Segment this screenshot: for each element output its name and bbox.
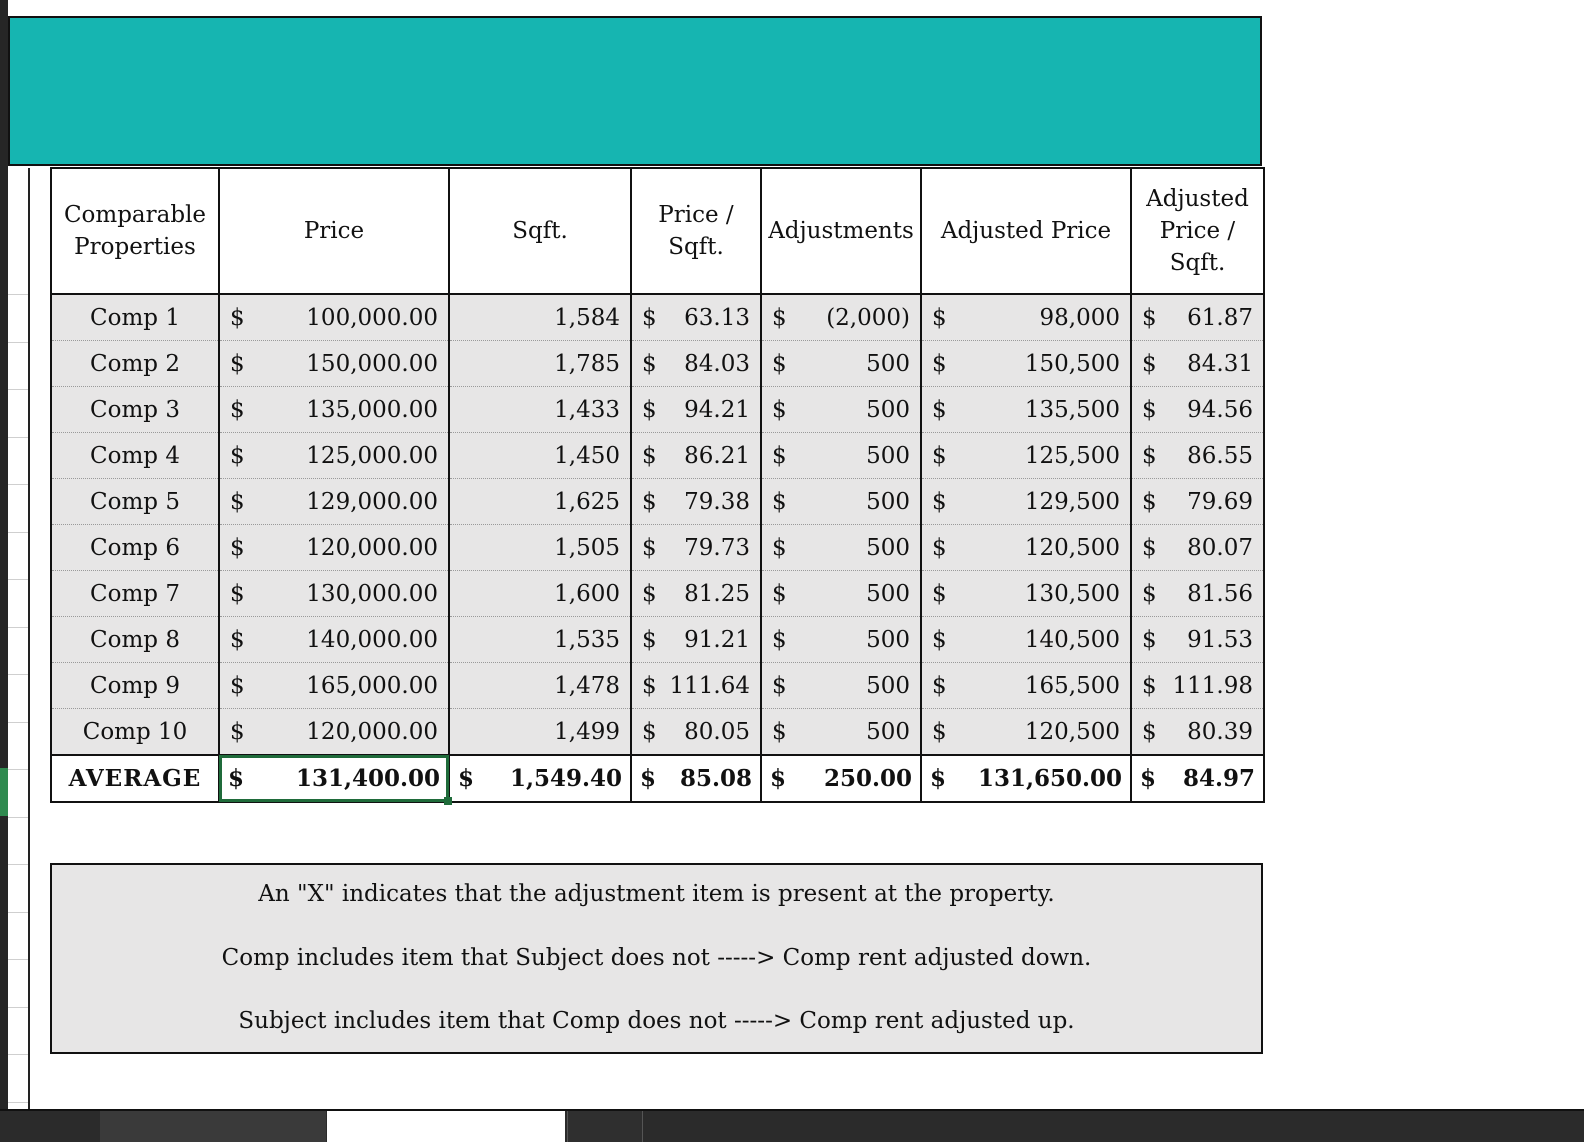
cell-value: 79.38 bbox=[684, 488, 750, 515]
currency-symbol: $ bbox=[772, 718, 787, 745]
price-cell[interactable] bbox=[219, 571, 449, 617]
cell-value: 130,000.00 bbox=[306, 580, 438, 607]
currency-symbol: $ bbox=[932, 672, 947, 699]
cell-value: 1,499 bbox=[554, 718, 620, 745]
price-per-sqft-cell[interactable] bbox=[631, 479, 761, 525]
adjustment-cell[interactable] bbox=[761, 294, 921, 341]
table-row bbox=[51, 479, 1264, 525]
average-adjusted-price-per-sqft-cell[interactable] bbox=[1131, 755, 1264, 802]
sheet-tab-bar bbox=[0, 1109, 1584, 1142]
header-banner bbox=[8, 16, 1262, 166]
cell-value: 86.55 bbox=[1187, 442, 1253, 469]
comp-name-cell[interactable]: Comp 9 bbox=[51, 663, 219, 709]
row-divider bbox=[8, 722, 28, 723]
currency-symbol: $ bbox=[772, 626, 787, 653]
cell-value: 129,000.00 bbox=[306, 488, 438, 515]
cell-value: 81.25 bbox=[684, 580, 750, 607]
sqft-cell[interactable] bbox=[449, 571, 631, 617]
price-cell[interactable] bbox=[219, 294, 449, 341]
row-divider bbox=[8, 959, 28, 960]
cell-value: 140,000.00 bbox=[306, 626, 438, 653]
row-divider bbox=[8, 389, 28, 390]
adjusted-price-cell[interactable] bbox=[921, 571, 1131, 617]
cell-value: 80.39 bbox=[1187, 718, 1253, 745]
average-row bbox=[51, 755, 1264, 802]
table-row bbox=[51, 709, 1264, 756]
adjusted-price-cell[interactable] bbox=[921, 709, 1131, 756]
cell-value: 500 bbox=[866, 672, 910, 699]
currency-symbol: $ bbox=[642, 718, 657, 745]
notes-box[interactable] bbox=[50, 863, 1263, 1054]
table-row bbox=[51, 433, 1264, 479]
comp-name-cell[interactable]: Comp 7 bbox=[51, 571, 219, 617]
adjustment-cell[interactable] bbox=[761, 617, 921, 663]
currency-symbol: $ bbox=[640, 765, 657, 792]
table-row bbox=[51, 571, 1264, 617]
comparables-table bbox=[50, 167, 1265, 803]
currency-symbol: $ bbox=[772, 534, 787, 561]
average-label-cell[interactable]: AVERAGE bbox=[51, 755, 219, 802]
price-per-sqft-cell[interactable] bbox=[631, 387, 761, 433]
cell-value: 79.73 bbox=[684, 534, 750, 561]
header-price-per-sqft[interactable]: Price / Sqft. bbox=[631, 168, 761, 294]
currency-symbol: $ bbox=[230, 488, 245, 515]
sqft-cell[interactable] bbox=[449, 617, 631, 663]
comp-name-cell[interactable]: Comp 4 bbox=[51, 433, 219, 479]
price-cell[interactable] bbox=[219, 433, 449, 479]
currency-symbol: $ bbox=[642, 442, 657, 469]
adjustment-cell[interactable] bbox=[761, 341, 921, 387]
currency-symbol: $ bbox=[1142, 304, 1157, 331]
average-sqft-cell[interactable] bbox=[449, 755, 631, 802]
price-per-sqft-cell[interactable] bbox=[631, 571, 761, 617]
sheet-tab-active[interactable] bbox=[327, 1111, 565, 1142]
top-margin bbox=[0, 0, 1584, 16]
cell-value: 125,000.00 bbox=[306, 442, 438, 469]
cell-value: 125,500 bbox=[1024, 442, 1120, 469]
cell-value: 130,500 bbox=[1024, 580, 1120, 607]
header-price[interactable]: Price bbox=[219, 168, 449, 294]
price-cell[interactable] bbox=[219, 479, 449, 525]
currency-symbol: $ bbox=[1142, 718, 1157, 745]
cell-value: 63.13 bbox=[684, 304, 750, 331]
cell-value: 91.53 bbox=[1187, 626, 1253, 653]
cell-value: 500 bbox=[866, 488, 910, 515]
sqft-cell[interactable] bbox=[449, 294, 631, 341]
window-left-edge bbox=[0, 0, 8, 1112]
cell-value: 1,505 bbox=[554, 534, 620, 561]
cell-value: 94.56 bbox=[1187, 396, 1253, 423]
adjustment-cell[interactable] bbox=[761, 571, 921, 617]
cell-value: 1,549.40 bbox=[509, 765, 622, 792]
adjusted-price-per-sqft-cell[interactable] bbox=[1131, 341, 1264, 387]
adjusted-price-per-sqft-cell[interactable] bbox=[1131, 387, 1264, 433]
row-divider bbox=[8, 769, 28, 770]
header-comparable-properties[interactable]: Comparable Properties bbox=[51, 168, 219, 294]
currency-symbol: $ bbox=[772, 396, 787, 423]
currency-symbol: $ bbox=[932, 350, 947, 377]
cell-value: 1,785 bbox=[554, 350, 620, 377]
sqft-cell[interactable] bbox=[449, 341, 631, 387]
row-divider bbox=[8, 437, 28, 438]
cell-value: 111.64 bbox=[669, 672, 750, 699]
sqft-cell[interactable] bbox=[449, 433, 631, 479]
adjustment-cell[interactable] bbox=[761, 479, 921, 525]
currency-symbol: $ bbox=[772, 580, 787, 607]
cell-value: 81.56 bbox=[1187, 580, 1253, 607]
cell-value: 500 bbox=[866, 626, 910, 653]
adjusted-price-cell[interactable] bbox=[921, 294, 1131, 341]
sqft-cell[interactable] bbox=[449, 709, 631, 756]
price-per-sqft-cell[interactable] bbox=[631, 709, 761, 756]
price-per-sqft-cell[interactable] bbox=[631, 617, 761, 663]
row-divider bbox=[8, 1054, 28, 1055]
fill-handle[interactable] bbox=[444, 797, 452, 805]
cell-value: 1,535 bbox=[554, 626, 620, 653]
adjusted-price-cell[interactable] bbox=[921, 341, 1131, 387]
currency-symbol: $ bbox=[642, 350, 657, 377]
currency-symbol: $ bbox=[772, 442, 787, 469]
currency-symbol: $ bbox=[1142, 442, 1157, 469]
cell-value: 84.97 bbox=[1182, 765, 1255, 792]
comp-name-cell[interactable]: Comp 6 bbox=[51, 525, 219, 571]
row-divider bbox=[8, 1102, 28, 1103]
currency-symbol: $ bbox=[772, 350, 787, 377]
cell-value: 120,500 bbox=[1024, 718, 1120, 745]
cell-value: 84.31 bbox=[1187, 350, 1253, 377]
currency-symbol: $ bbox=[932, 396, 947, 423]
cell-value: 500 bbox=[866, 718, 910, 745]
header-adjusted-price-per-sqft[interactable]: Adjusted Price / Sqft. bbox=[1131, 168, 1264, 294]
cell-value: 120,500 bbox=[1024, 534, 1120, 561]
row-divider bbox=[8, 294, 28, 295]
header-adjusted-price[interactable]: Adjusted Price bbox=[921, 168, 1131, 294]
adjusted-price-per-sqft-cell[interactable] bbox=[1131, 571, 1264, 617]
table-header-row bbox=[51, 168, 1264, 294]
cell-value: (2,000) bbox=[826, 304, 910, 331]
currency-symbol: $ bbox=[932, 626, 947, 653]
currency-symbol: $ bbox=[1142, 488, 1157, 515]
table-row bbox=[51, 617, 1264, 663]
table-row bbox=[51, 525, 1264, 571]
average-price-per-sqft-cell[interactable] bbox=[631, 755, 761, 802]
cell-value: 135,000.00 bbox=[306, 396, 438, 423]
sqft-cell[interactable] bbox=[449, 387, 631, 433]
currency-symbol: $ bbox=[230, 718, 245, 745]
price-cell[interactable] bbox=[219, 617, 449, 663]
row-divider bbox=[8, 627, 28, 628]
header-sqft[interactable]: Sqft. bbox=[449, 168, 631, 294]
cell-value: 1,433 bbox=[554, 396, 620, 423]
cell-value: 91.21 bbox=[684, 626, 750, 653]
row-divider bbox=[8, 817, 28, 818]
cell-value: 500 bbox=[866, 350, 910, 377]
cell-value: 131,400.00 bbox=[295, 765, 440, 792]
cell-value: 1,450 bbox=[554, 442, 620, 469]
currency-symbol: $ bbox=[1142, 396, 1157, 423]
sqft-cell[interactable] bbox=[449, 525, 631, 571]
cell-value: 85.08 bbox=[679, 765, 752, 792]
cell-value: 500 bbox=[866, 396, 910, 423]
currency-symbol: $ bbox=[932, 534, 947, 561]
price-cell[interactable] bbox=[219, 341, 449, 387]
cell-value: 150,000.00 bbox=[306, 350, 438, 377]
adjustment-cell[interactable] bbox=[761, 387, 921, 433]
currency-symbol: $ bbox=[772, 304, 787, 331]
adjusted-price-cell[interactable] bbox=[921, 479, 1131, 525]
cell-value: 61.87 bbox=[1187, 304, 1253, 331]
comp-name-cell[interactable]: Comp 5 bbox=[51, 479, 219, 525]
cell-value: 1,625 bbox=[554, 488, 620, 515]
adjusted-price-per-sqft-cell[interactable] bbox=[1131, 709, 1264, 756]
cell-value: 1,584 bbox=[554, 304, 620, 331]
adjusted-price-per-sqft-cell[interactable] bbox=[1131, 525, 1264, 571]
sqft-cell[interactable] bbox=[449, 479, 631, 525]
currency-symbol: $ bbox=[230, 672, 245, 699]
cell-value: 100,000.00 bbox=[306, 304, 438, 331]
currency-symbol: $ bbox=[642, 626, 657, 653]
currency-symbol: $ bbox=[642, 672, 657, 699]
row-divider bbox=[8, 912, 28, 913]
currency-symbol: $ bbox=[642, 534, 657, 561]
cell-value: 80.05 bbox=[684, 718, 750, 745]
price-cell[interactable] bbox=[219, 525, 449, 571]
table-row bbox=[51, 387, 1264, 433]
cell-value: 79.69 bbox=[1187, 488, 1253, 515]
cell-value: 80.07 bbox=[1187, 534, 1253, 561]
currency-symbol: $ bbox=[642, 304, 657, 331]
cell-value: 135,500 bbox=[1024, 396, 1120, 423]
currency-symbol: $ bbox=[932, 488, 947, 515]
currency-symbol: $ bbox=[770, 765, 787, 792]
row-divider bbox=[8, 342, 28, 343]
adjustment-cell[interactable] bbox=[761, 663, 921, 709]
cell-value: 131,650.00 bbox=[977, 765, 1122, 792]
currency-symbol: $ bbox=[1142, 626, 1157, 653]
currency-symbol: $ bbox=[1140, 765, 1157, 792]
note-line: Subject includes item that Comp does not -----> Comp rent adjusted up. bbox=[238, 1008, 1075, 1034]
adjusted-price-per-sqft-cell[interactable] bbox=[1131, 617, 1264, 663]
adjusted-price-cell[interactable] bbox=[921, 663, 1131, 709]
average-adjustment-cell[interactable] bbox=[761, 755, 921, 802]
row-divider bbox=[8, 579, 28, 580]
cell-value: 500 bbox=[866, 534, 910, 561]
row-divider bbox=[8, 674, 28, 675]
currency-symbol: $ bbox=[230, 580, 245, 607]
average-adjusted-price-cell[interactable] bbox=[921, 755, 1131, 802]
price-per-sqft-cell[interactable] bbox=[631, 433, 761, 479]
currency-symbol: $ bbox=[642, 488, 657, 515]
comp-name-cell[interactable]: Comp 3 bbox=[51, 387, 219, 433]
cell-value: 150,500 bbox=[1024, 350, 1120, 377]
currency-symbol: $ bbox=[1142, 672, 1157, 699]
currency-symbol: $ bbox=[228, 765, 245, 792]
comp-name-cell[interactable]: Comp 10 bbox=[51, 709, 219, 756]
table-row bbox=[51, 294, 1264, 341]
currency-symbol: $ bbox=[642, 396, 657, 423]
cell-value: 84.03 bbox=[684, 350, 750, 377]
header-adjustments[interactable]: Adjustments bbox=[761, 168, 921, 294]
currency-symbol: $ bbox=[1142, 350, 1157, 377]
cell-value: 86.21 bbox=[684, 442, 750, 469]
row-header-strip bbox=[8, 168, 30, 1112]
average-price-cell[interactable] bbox=[219, 755, 449, 802]
comp-name-cell[interactable]: Comp 1 bbox=[51, 294, 219, 341]
adjusted-price-cell[interactable] bbox=[921, 387, 1131, 433]
currency-symbol: $ bbox=[932, 442, 947, 469]
currency-symbol: $ bbox=[230, 534, 245, 561]
cell-value: 165,500 bbox=[1024, 672, 1120, 699]
currency-symbol: $ bbox=[230, 350, 245, 377]
adjusted-price-cell[interactable] bbox=[921, 525, 1131, 571]
row-divider bbox=[8, 532, 28, 533]
currency-symbol: $ bbox=[772, 488, 787, 515]
price-per-sqft-cell[interactable] bbox=[631, 663, 761, 709]
cell-value: 120,000.00 bbox=[306, 534, 438, 561]
cell-value: 1,600 bbox=[554, 580, 620, 607]
adjustment-cell[interactable] bbox=[761, 433, 921, 479]
comp-name-cell[interactable]: Comp 2 bbox=[51, 341, 219, 387]
price-per-sqft-cell[interactable] bbox=[631, 525, 761, 571]
adjusted-price-per-sqft-cell[interactable] bbox=[1131, 294, 1264, 341]
currency-symbol: $ bbox=[932, 304, 947, 331]
cell-value: 500 bbox=[866, 442, 910, 469]
adjusted-price-per-sqft-cell[interactable] bbox=[1131, 433, 1264, 479]
add-sheet-button[interactable] bbox=[567, 1111, 643, 1142]
adjusted-price-cell[interactable] bbox=[921, 433, 1131, 479]
cell-value: 500 bbox=[866, 580, 910, 607]
currency-symbol: $ bbox=[932, 580, 947, 607]
cell-value: 165,000.00 bbox=[306, 672, 438, 699]
currency-symbol: $ bbox=[230, 626, 245, 653]
comp-name-cell[interactable]: Comp 8 bbox=[51, 617, 219, 663]
adjusted-price-per-sqft-cell[interactable] bbox=[1131, 663, 1264, 709]
adjusted-price-per-sqft-cell[interactable] bbox=[1131, 479, 1264, 525]
cell-value: 250.00 bbox=[823, 765, 912, 792]
price-per-sqft-cell[interactable] bbox=[631, 294, 761, 341]
row-divider bbox=[8, 1007, 28, 1008]
cell-value: 140,500 bbox=[1024, 626, 1120, 653]
adjusted-price-cell[interactable] bbox=[921, 617, 1131, 663]
note-line: Comp includes item that Subject does not -----> Comp rent adjusted down. bbox=[221, 945, 1092, 971]
cell-value: 111.98 bbox=[1172, 672, 1253, 699]
adjustment-cell[interactable] bbox=[761, 709, 921, 756]
table-row bbox=[51, 663, 1264, 709]
currency-symbol: $ bbox=[230, 396, 245, 423]
row-divider bbox=[8, 484, 28, 485]
adjustment-cell[interactable] bbox=[761, 525, 921, 571]
sqft-cell[interactable] bbox=[449, 663, 631, 709]
currency-symbol: $ bbox=[1142, 534, 1157, 561]
cell-value: 1,478 bbox=[554, 672, 620, 699]
price-per-sqft-cell[interactable] bbox=[631, 341, 761, 387]
currency-symbol: $ bbox=[932, 718, 947, 745]
row-divider bbox=[8, 864, 28, 865]
currency-symbol: $ bbox=[230, 442, 245, 469]
price-cell[interactable] bbox=[219, 709, 449, 756]
currency-symbol: $ bbox=[458, 765, 475, 792]
cell-value: 94.21 bbox=[684, 396, 750, 423]
currency-symbol: $ bbox=[230, 304, 245, 331]
price-cell[interactable] bbox=[219, 663, 449, 709]
currency-symbol: $ bbox=[1142, 580, 1157, 607]
note-line: An "X" indicates that the adjustment item is present at the property. bbox=[258, 881, 1055, 907]
price-cell[interactable] bbox=[219, 387, 449, 433]
cell-value: 129,500 bbox=[1024, 488, 1120, 515]
sheet-tab[interactable] bbox=[100, 1111, 326, 1142]
currency-symbol: $ bbox=[772, 672, 787, 699]
currency-symbol: $ bbox=[642, 580, 657, 607]
cell-value: 120,000.00 bbox=[306, 718, 438, 745]
table-row bbox=[51, 341, 1264, 387]
cell-value: 98,000 bbox=[1039, 304, 1120, 331]
currency-symbol: $ bbox=[930, 765, 947, 792]
selected-row-indicator bbox=[0, 768, 8, 816]
